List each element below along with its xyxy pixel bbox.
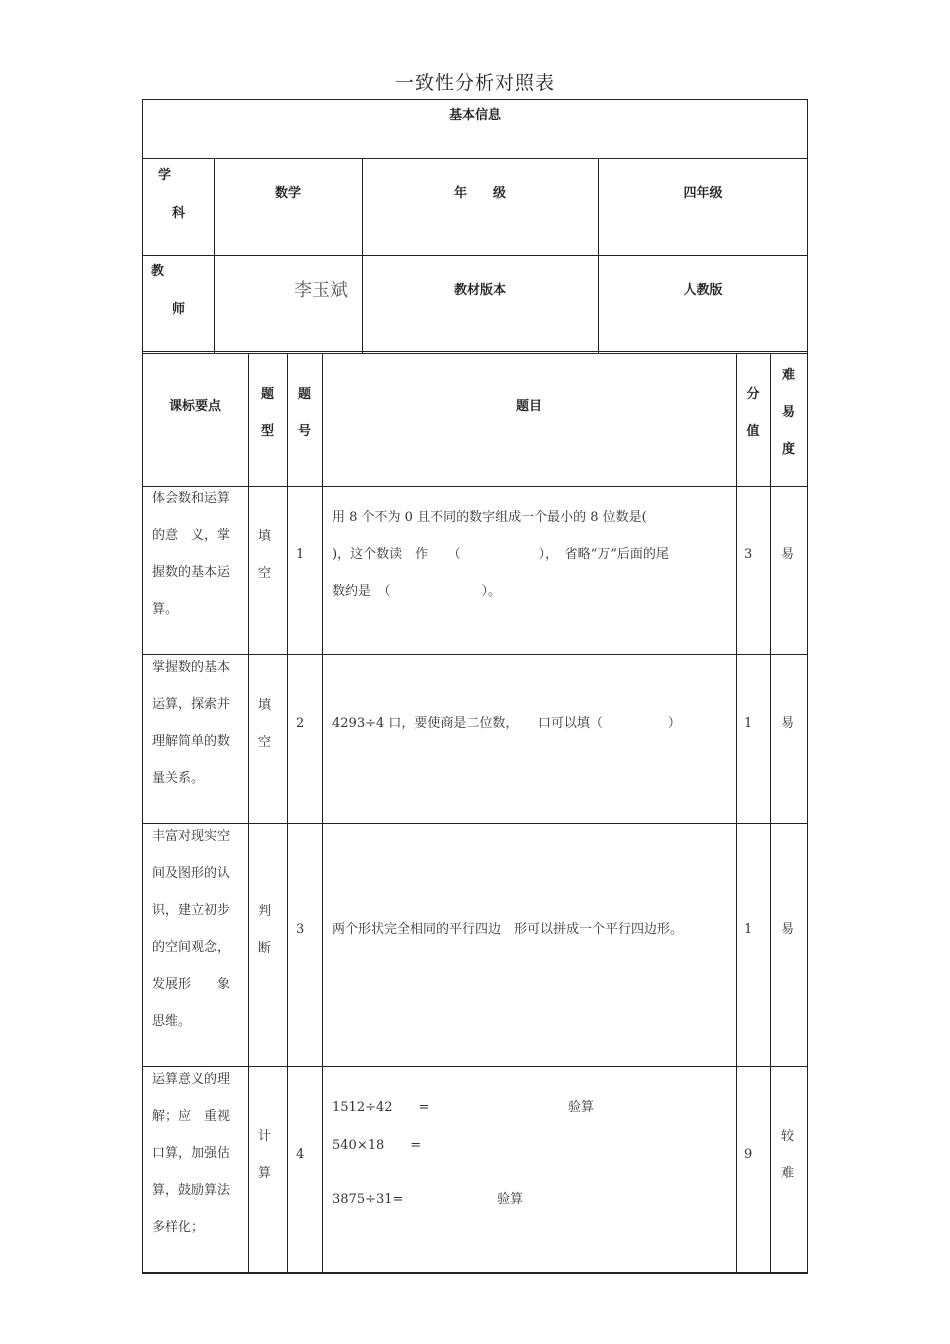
row1-standard: 体会数和运算 的意 义，掌 握数的基本运 算。 xyxy=(152,491,231,617)
row1-number: 1 xyxy=(296,547,305,562)
row3-standard: 丰富对现实空 间及图形的认 识，建立初步 的空间观念， 发展形 象 思维。 xyxy=(152,829,231,1029)
row1-score: 3 xyxy=(744,547,753,562)
teacher-label-2: 师 xyxy=(172,302,186,317)
subject-label-2: 科 xyxy=(172,206,186,221)
row3-number: 3 xyxy=(296,922,305,937)
row3-difficulty: 易 xyxy=(781,922,795,937)
row4-number: 4 xyxy=(296,1147,305,1162)
row4-verify-label-2: 验算 xyxy=(497,1192,524,1207)
textbook-value: 人教版 xyxy=(683,283,723,298)
row4-difficulty: 较 难 xyxy=(781,1129,795,1181)
subject-label-1: 学 xyxy=(158,168,172,183)
page-title: 一致性分析对照表 xyxy=(394,72,555,94)
teacher-label-1: 教 xyxy=(151,264,165,279)
col-type: 题 型 xyxy=(260,387,274,439)
col-difficulty: 难 易 度 xyxy=(781,368,795,457)
row1-type: 填 空 xyxy=(258,529,272,581)
row2-standard: 掌握数的基本 运算，探索并 理解简单的数 量关系。 xyxy=(152,660,231,786)
row4-question-line1: 1512÷42 = xyxy=(332,1100,430,1115)
col-standard: 课标要点 xyxy=(168,399,221,414)
row2-difficulty: 易 xyxy=(781,716,795,731)
row3-question: 两个形状完全相同的平行四边 形可以拼成一个平行四边形。 xyxy=(332,922,684,937)
row4-standard: 运算意义的理 解；应 重视 口算，加强估 算，鼓励算法 多样化； xyxy=(152,1072,231,1235)
row1-difficulty: 易 xyxy=(781,547,795,562)
row2-type: 填 空 xyxy=(258,698,272,750)
col-question: 题目 xyxy=(515,399,542,414)
row1-question: 用 8 个不为 0 且不同的数字组成一个最小的 8 位数是( )，这个数读 作 （ ）， 省略“万”后面的尾 数约是 （ ）。 xyxy=(332,510,669,599)
textbook-label: 教材版本 xyxy=(453,283,506,298)
row4-question-line3: 3875÷31= xyxy=(332,1192,404,1207)
row2-number: 2 xyxy=(296,716,305,731)
row2-question: 4293÷4 口，要使商是二位数， 口可以填（ ） xyxy=(332,716,681,731)
grade-value: 四年级 xyxy=(683,186,723,201)
row2-score: 1 xyxy=(744,716,753,731)
row4-question-line2: 540×18 = xyxy=(332,1138,422,1153)
basic-info-header: 基本信息 xyxy=(448,108,501,123)
row3-score: 1 xyxy=(744,922,753,937)
col-number: 题 号 xyxy=(297,387,311,439)
subject-value: 数学 xyxy=(274,186,301,201)
row4-type: 计 算 xyxy=(258,1129,272,1181)
grade-label: 年 级 xyxy=(453,186,506,201)
col-score: 分 值 xyxy=(746,387,760,439)
teacher-value: 李玉斌 xyxy=(294,280,348,301)
row3-type: 判 断 xyxy=(258,904,272,956)
row4-verify-label-1: 验算 xyxy=(568,1100,595,1115)
row4-score: 9 xyxy=(744,1147,753,1162)
